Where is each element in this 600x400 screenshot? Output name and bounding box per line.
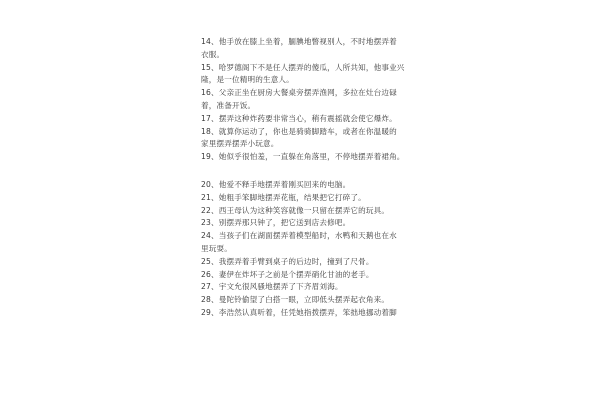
text-line: 里玩耍。 (201, 243, 232, 253)
text-line: 16、父亲正坐在厨房大餐桌旁摆弄渔网，多拉在灶台边碌 (201, 88, 397, 98)
text-line: 23、别摆弄那只钟了，把它送到店去修吧。 (201, 218, 351, 228)
text-line: 27、宇文允很风骚地摆弄了下齐眉刘海。 (201, 282, 343, 292)
text-line: 21、她粗手笨脚地摆弄花瓶，结果把它打碎了。 (201, 192, 366, 202)
text-line: 家里摆弄摆弄小玩意。 (201, 139, 279, 149)
text-line: 14、他手放在膝上坐着，腼腆地瞥视别人，不时地摆弄着 (201, 37, 397, 46)
text-line: 着，准备开饭。 (201, 100, 256, 110)
text-line: 19、她似乎很怕羞，一直躲在角落里，不停地摆弄着裙角。 (201, 152, 405, 162)
text-line: 衣服。 (201, 49, 225, 59)
text-line: 28、曼陀铃偷望了白搭一眼，立即低头摆弄起衣角来。 (201, 295, 390, 305)
text-line: 15、哈罗德阁下不是任人摆弄的傻瓜，人所共知，他事业兴 (201, 62, 405, 72)
text-line: 隆，是一位精明的生意人。 (201, 75, 294, 85)
document-body (201, 36, 416, 320)
text-line: 24、当孩子们在湖面摆弄着模型船时，水鸭和天鹅也在水 (201, 231, 397, 241)
text-line: 17、摆弄这种炸药要非常当心，稍有震摇就会使它爆炸。 (201, 113, 397, 123)
paragraph-gap (201, 164, 416, 179)
text-line: 29、李浩然认真听着，任凭她指拨摆弄，笨拙地挪动着脚 (201, 307, 397, 317)
text-line: 18、就算你运动了，你也是骑骑脚踏车，或者在你温暖的 (201, 126, 397, 136)
text-line: 20、他爱不释手地摆弄着刚买回来的电脑。 (201, 179, 351, 189)
text-line: 22、西王母认为这种笑容就像一只留在摆弄它的玩具。 (201, 205, 390, 215)
text-line: 26、妻伊在炸坏子之前是个摆弄硝化甘油的老手。 (201, 269, 374, 279)
text-line: 25、我摆弄着手臂到桌子的后边时，撞到了尺骨。 (201, 256, 374, 266)
